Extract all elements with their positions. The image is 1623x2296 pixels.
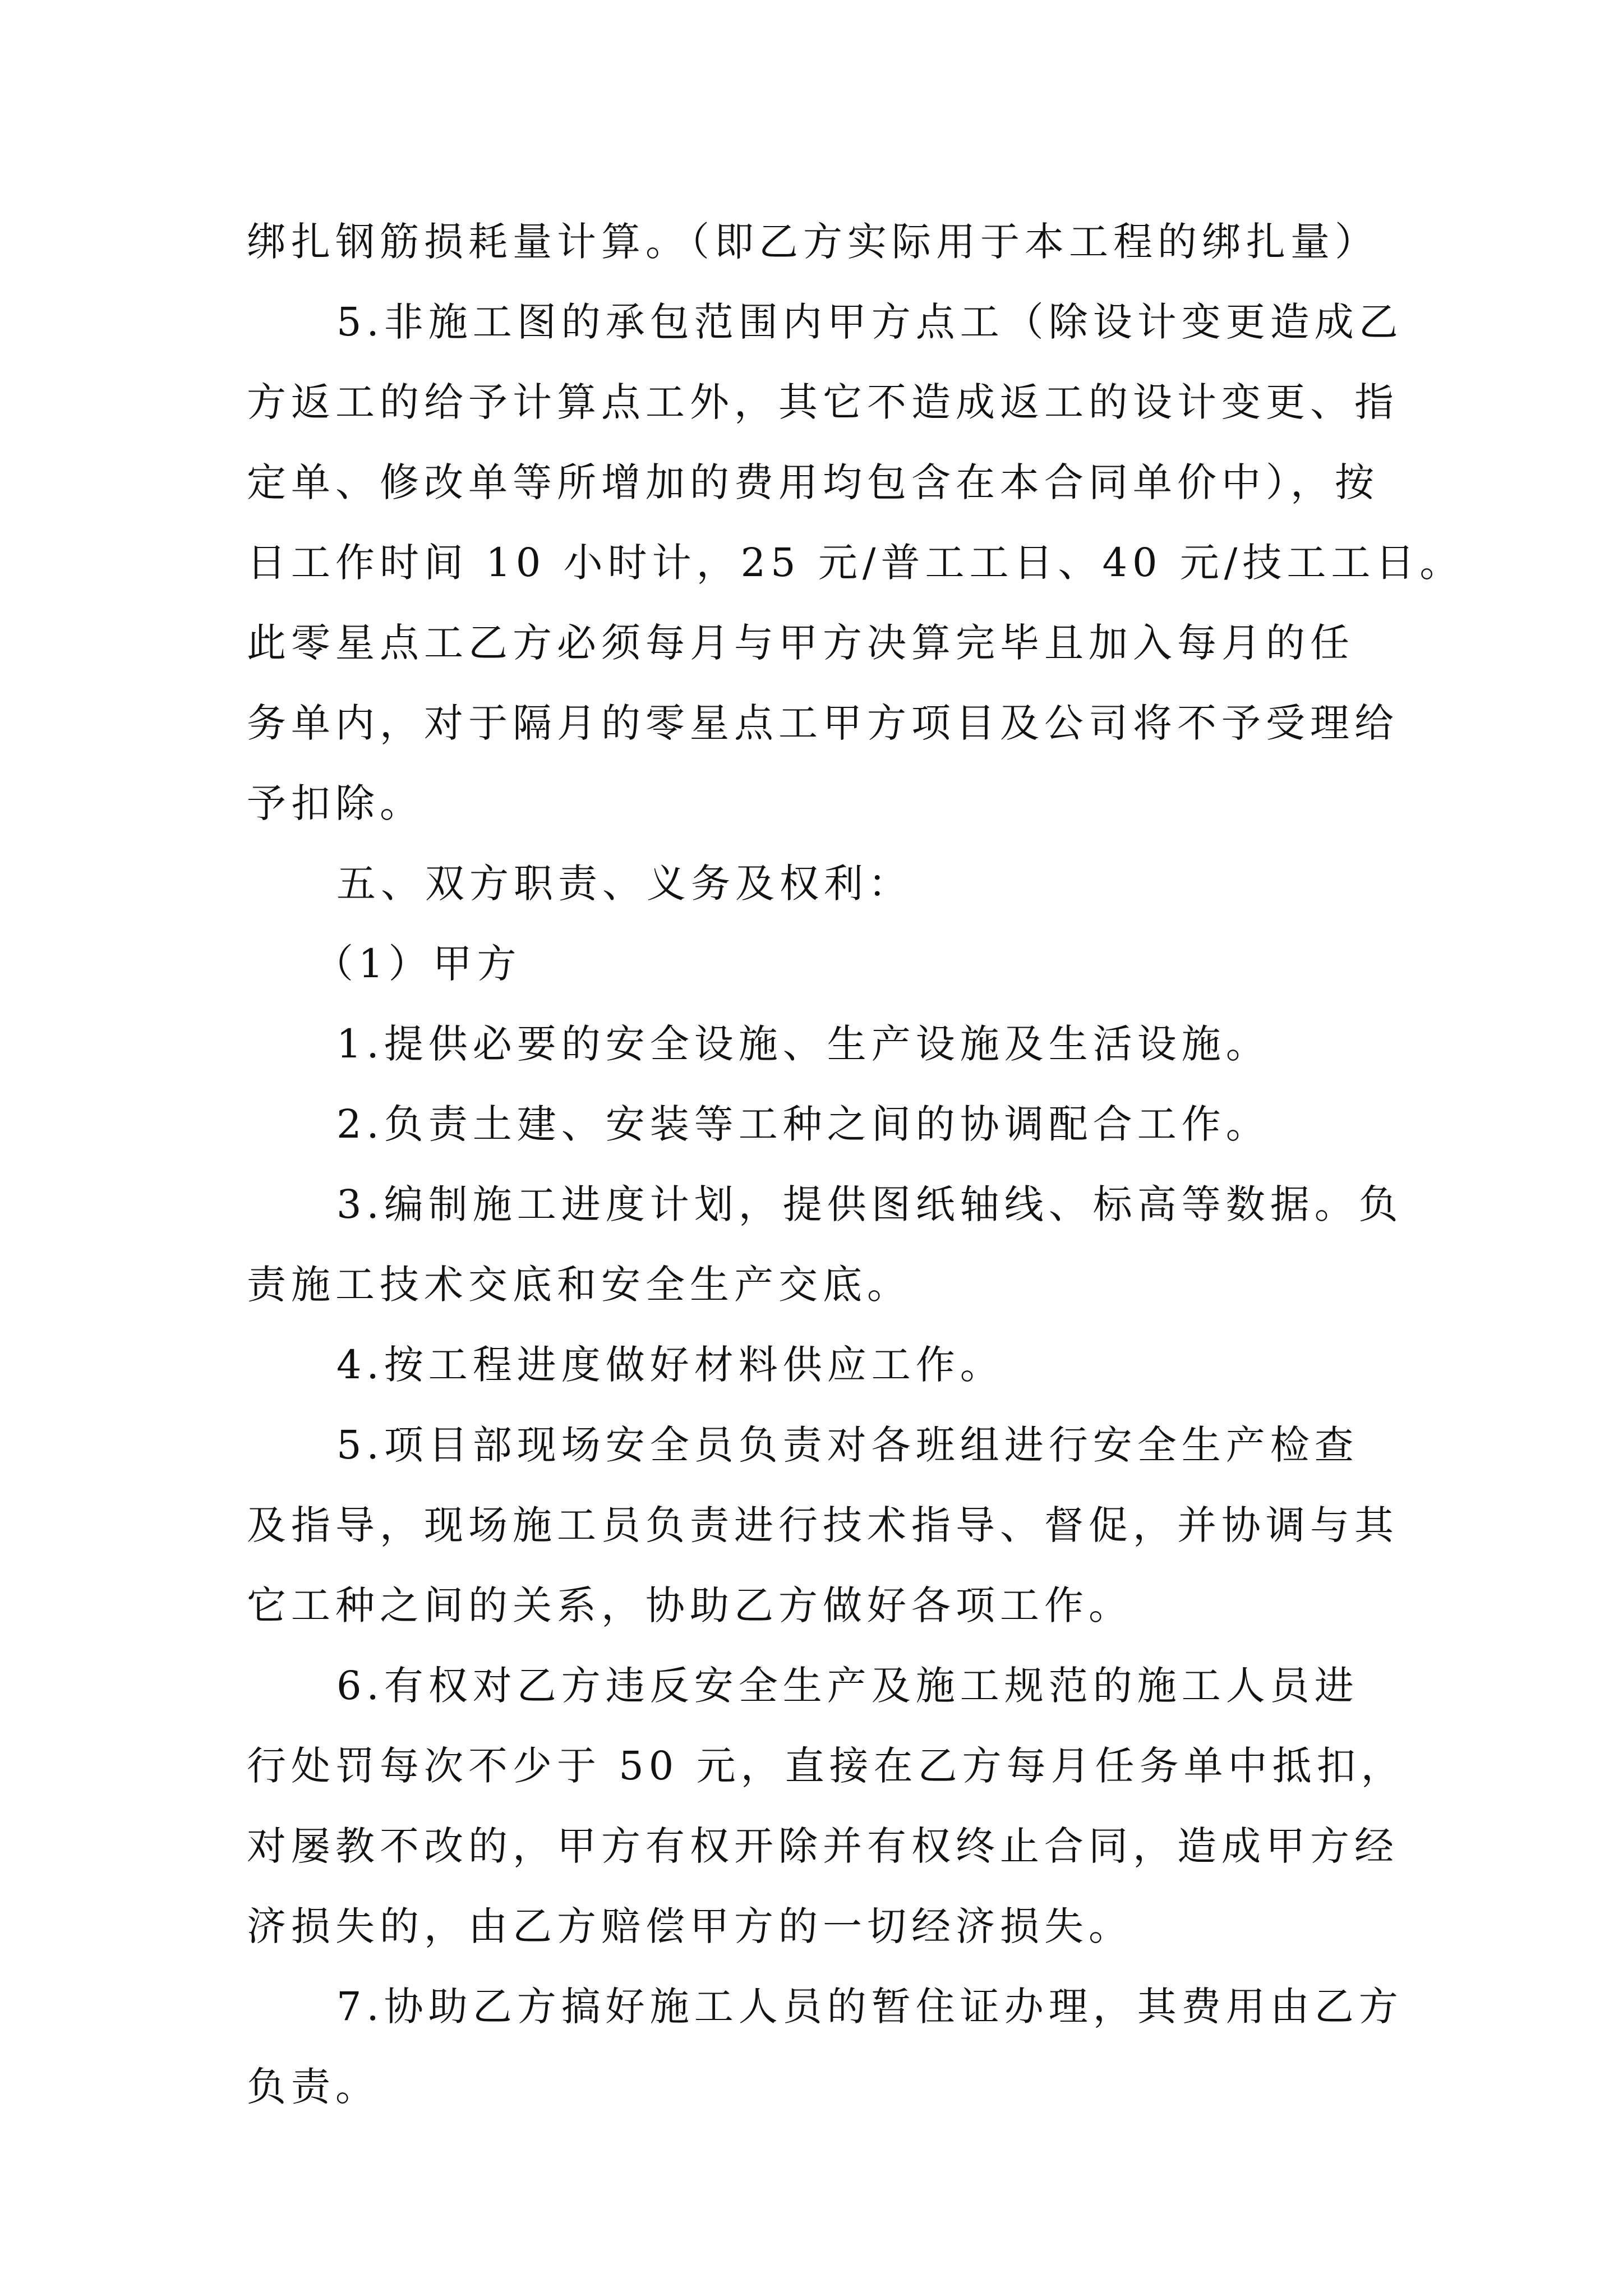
paragraph-line: 5.项目部现场安全员负责对各班组进行安全生产检查 [336,1422,1359,1468]
section-heading: 五、双方职责、义务及权利： [336,861,912,907]
paragraph-line: 定单、修改单等所增加的费用均包含在本合同单价中），按 [247,459,1379,505]
paragraph-line: 此零星点工乙方必须每月与甲方决算完毕且加入每月的任 [247,620,1354,666]
paragraph-line: 负责。 [247,2064,380,2110]
paragraph-line: 4.按工程进度做好材料供应工作。 [336,1342,1004,1388]
paragraph-line: 务单内，对于隔月的零星点工甲方项目及公司将不予受理给 [247,700,1399,746]
paragraph-line: 3.编制施工进度计划，提供图纸轴线、标高等数据。负 [336,1181,1403,1227]
paragraph-line: 2.负责土建、安装等工种之间的协调配合工作。 [336,1101,1270,1147]
paragraph-line: 责施工技术交底和安全生产交底。 [247,1262,911,1308]
paragraph-line: 及指导，现场施工员负责进行技术指导、督促，并协调与其 [247,1502,1399,1548]
paragraph-line: 5.非施工图的承包范围内甲方点工（除设计变更造成乙 [336,299,1403,345]
paragraph-line: 日工作时间 10 小时计，25 元/普工工日、40 元/技工工日。 [247,540,1464,586]
paragraph-line: 绑扎钢筋损耗量计算。（即乙方实际用于本工程的绑扎量） [247,219,1379,265]
paragraph-line: 1.提供必要的安全设施、生产设施及生活设施。 [336,1021,1270,1067]
subsection-heading: （1）甲方 [314,941,522,987]
paragraph-line: 予扣除。 [247,780,424,826]
paragraph-line: 济损失的，由乙方赔偿甲方的一切经济损失。 [247,1903,1133,1949]
paragraph-line: 它工种之间的关系，协助乙方做好各项工作。 [247,1582,1133,1628]
paragraph-line: 7.协助乙方搞好施工人员的暂住证办理，其费用由乙方 [336,1984,1403,2030]
paragraph-line: 对屡教不改的，甲方有权开除并有权终止合同，造成甲方经 [247,1823,1399,1869]
document-body [247,202,1464,2127]
paragraph-line: 方返工的给予计算点工外，其它不造成返工的设计变更、指 [247,379,1399,425]
paragraph-line: 行处罚每次不少于 50 元，直接在乙方每月任务单中抵扣， [247,1743,1405,1789]
paragraph-line: 6.有权对乙方违反安全生产及施工规范的施工人员进 [336,1663,1359,1709]
